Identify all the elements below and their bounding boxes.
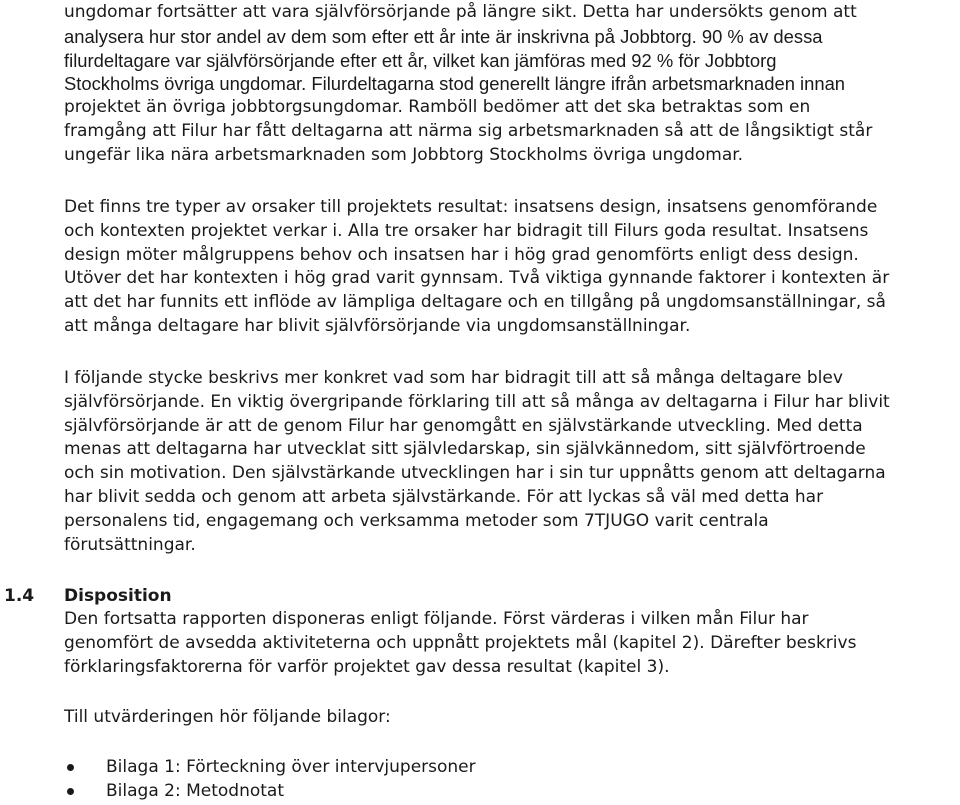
text-line: Utöver det har kontexten i hög grad varit gynnsam. Två viktiga gynnande faktorer i kontexten är	[64, 268, 890, 289]
text-line: Stockholms övriga ungdomar. Filurdeltagarna stod generellt längre ifrån arbetsmarknaden innan	[64, 73, 846, 95]
text-line: förklaringsfaktorerna för varför projektet gav dessa resultat (kapitel 3).	[64, 656, 670, 677]
text-line: ungefär lika nära arbetsmarknaden som Jobbtorg Stockholms övriga ungdomar.	[64, 144, 744, 165]
list-item	[0, 755, 960, 779]
text-line: Det finns tre typer av orsaker till projektets resultat: insatsens design, insatsens genomförande	[64, 197, 878, 217]
text-line: självförsörjande. En viktig övergripande förklaring till att så många av deltagarna i Filur har blivit	[64, 391, 890, 412]
text-line: personalens tid, engagemang och verksamma metoder som 7TJUGO varit centrala	[64, 510, 769, 531]
text-line: har blivit sedda och genom att arbeta självstärkande. För att lyckas så väl med detta har	[64, 486, 824, 507]
paragraph-1	[64, 1, 954, 168]
text-line: Till utvärderingen hör följande bilagor:	[64, 707, 391, 727]
text-line: Den fortsatta rapporten disponeras enligt följande. Först värderas i vilken mån Filur har	[64, 609, 809, 629]
appendix-list	[0, 755, 960, 803]
paragraph-2	[64, 196, 954, 339]
bullet-icon	[67, 764, 74, 771]
text-line: och kontexten projektet verkar i. Alla tre orsaker har bidragit till Filurs goda resultat. Insatsens	[64, 220, 869, 241]
paragraph-3	[64, 367, 954, 557]
list-item	[0, 779, 960, 803]
bullet-icon	[67, 788, 74, 795]
section-paragraph	[64, 608, 954, 679]
text-line: filurdeltagare var självförsörjande efter ett år, vilket kan jämföras med 92 % för Jobbtorg	[64, 49, 777, 71]
text-line: design möter målgruppens behov och insatsen har i hög grad genomförts enligt dess design.	[64, 244, 859, 265]
text-line: menas att deltagarna har utvecklat sitt självledarskap, sin självkännedom, sitt självförtroende	[64, 439, 866, 460]
list-item-text: Bilaga 1: Förteckning över intervjupersoner	[106, 757, 476, 777]
section-heading	[0, 584, 960, 608]
text-line: projektet än övriga jobbtorgsungdomar. Ramböll bedömer att det ska betraktas som en	[64, 97, 811, 118]
text-line: självförsörjande är att de genom Filur har genomgått en självstärkande utveckling. Med detta	[64, 415, 863, 436]
text-line: I följande stycke beskrivs mer konkret vad som har bidragit till att så många deltagare blev	[64, 368, 843, 388]
text-line: framgång att Filur har fått deltagarna att närma sig arbetsmarknaden så att de långsiktigt står	[64, 120, 873, 141]
text-line: att många deltagare har blivit självförsörjande via ungdomsanställningar.	[64, 315, 691, 336]
text-line: analysera hur stor andel av dem som efter ett år inte är inskrivna på Jobbtorg. 90 % av dessa	[64, 25, 823, 47]
appendix-intro	[64, 706, 954, 730]
text-line: genomfört de avsedda aktiviteterna och uppnått projektets mål (kapitel 2). Därefter beskrivs	[64, 632, 857, 653]
section-number: 1.4	[4, 586, 35, 606]
text-line: och sin motivation. Den självstärkande utvecklingen har i sin tur uppnåtts genom att deltagarna	[64, 463, 886, 484]
list-item-text: Bilaga 2: Metodnotat	[106, 781, 284, 801]
text-line: ungdomar fortsätter att vara självförsörjande på längre sikt. Detta har undersökts genom att	[64, 2, 857, 22]
text-line: förutsättningar.	[64, 534, 196, 555]
text-line: att det har funnits ett inflöde av lämpliga deltagare och en tillgång på ungdomsanställningar, så	[64, 292, 886, 313]
section-title: Disposition	[64, 586, 172, 606]
